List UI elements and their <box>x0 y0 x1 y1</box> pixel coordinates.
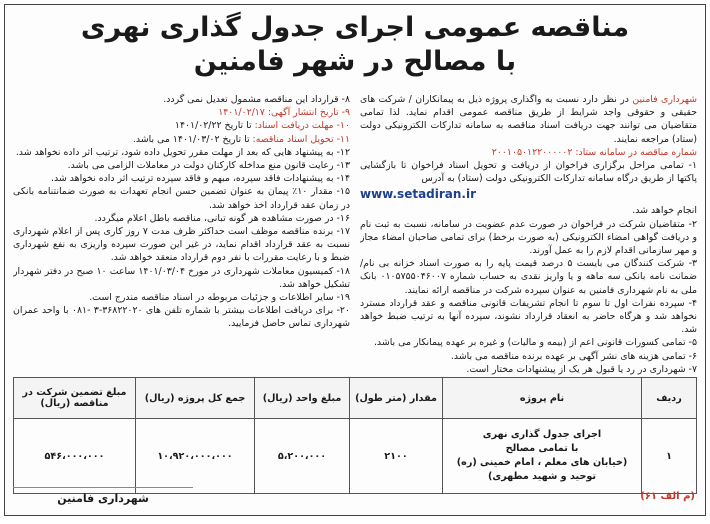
table-row <box>14 419 697 494</box>
item-16: ۱۶- در صورت مشاهده هر گونه تبانی، مناقصه باطل اعلام میگردد. <box>94 212 350 224</box>
cell-row-number: ۱ <box>642 419 697 494</box>
right-column <box>360 93 697 377</box>
item-9-value: ۱۴۰۱/۰۲/۱۷ <box>218 107 265 119</box>
item-6: ۶- تمامی هزینه های نشر آگهی بر عهده برنده مناقصه می باشد. <box>450 350 697 362</box>
item-2: ۲- متقاضیان شرکت در فراخوان در صورت عدم عضویت در سامانه، نسبت به ثبت نام و دریافت گواهی امضاء الکترونیکی (به صورت برخط) برای تمامی صاحبان امضاء مجاز و مهر سازمانی اقدام لازم را به عمل آورند. <box>360 218 697 257</box>
intro-org: شهرداری فامنین <box>632 94 697 105</box>
header-guarantee: مبلغ تضمین شرکت در مناقصه (ریال) <box>14 378 136 419</box>
item-11-label: ۱۱- تحویل اسناد مناقصه: <box>249 133 350 145</box>
intro-text: در نظر دارد نسبت به واگذاری پروژه ذیل به پیمانکاران / شرکت های حقیقی و حقوقی واجد شرایط از طریق مناقصه عمومی اقدام نماید. لذا تمامی متقاضیان می توانند جهت دریافت اسناد مناقصه به سامانه تدارکات الکترونیکی دولت (ستاد) مراجعه نمایند. <box>360 94 697 145</box>
footer-ad-code: (م الف ۶۱) <box>640 491 695 502</box>
item-10-value: تا تاریخ ۱۴۰۱/۰۲/۲۲ <box>174 120 252 132</box>
item-1: ۱- تمامی مراحل برگزاری فراخوان از دریافت و تحویل اسناد فراخوان تا بازگشایی پاکتها از طریق درگاه سامانه تدارکات الکترونیکی دولت (ستاد) به آدرس <box>360 160 697 185</box>
footer-organization: شهرداری فامنین <box>13 487 193 505</box>
item-15: ۱۵- مقدار ۱۰٪ پیمان به عنوان تضمین حسن انجام تعهدات به صورت ضمانتنامه بانکی در زمان عقد قرارداد اخذ خواهد شد. <box>13 186 350 211</box>
item-12: ۱۲- به پیشنهاد هایی که بعد از مهلت مقرر تحویل داده شود، ترتیب اثر داده نخواهد شد. <box>15 146 350 158</box>
header-total: جمع کل پروژه (ریال) <box>136 378 255 419</box>
setad-url-link[interactable]: www.setadiran.ir <box>360 187 477 202</box>
item-11-value: تا تاریخ ۱۴۰۱/۰۳/۰۲ می باشد. <box>132 133 250 145</box>
title-line-1: مناقصه عمومی اجرای جدول گذاری نهری <box>80 12 630 43</box>
tender-notice <box>4 4 706 516</box>
item-8: ۸- قرارداد این مناقصه مشمول تعدیل نمی گردد. <box>163 94 350 105</box>
item-17: ۱۷- برنده مناقصه موظف است حداکثر ظرف مدت ۷ روز کاری پس از اعلام شهرداری نسبت به عقد قرارداد اقدام نماید، در غیر این صورت سپرده واریزی به نفع شهرداری ضبط و با رعایت مقررات با نفر دوم قرارداد منعقد خواهد شد. <box>13 226 350 264</box>
project-line-3: (خیابان های معلم ، امام خمینی (ره) <box>456 457 628 468</box>
item-18: ۱۸- کمیسیون معاملات شهرداری در مورخ ۱۴۰۱/۰۳/۰۴ ساعت ۱۰ صبح در دفتر شهردار تشکیل خواهد شد. <box>13 265 350 290</box>
header-unit-price: مبلغ واحد (ریال) <box>255 378 350 419</box>
left-column <box>13 93 350 377</box>
tender-number-value: ۲۰۰۱۰۵۰۱۲۲۰۰۰۰۰۲ <box>491 146 573 158</box>
item-14: ۱۴- به پیشنهادات فاقد سپرده، مبهم و فاقد سپرده ترتیب اثر داده نخواهد شد. <box>51 173 350 185</box>
header-quantity: مقدار (متر طول) <box>350 378 443 419</box>
project-table <box>13 377 697 494</box>
cell-quantity: ۲۱۰۰ <box>350 419 443 494</box>
title-line-2: با مصالح در شهر فامنین <box>193 46 517 77</box>
item-4: ۴- سپرده نفرات اول تا سوم تا انجام تشریفات قانونی مناقصه و عقد قرارداد مسترد نخواهد شد و هرگاه حاضر به انعقاد قرارداد نشوند، سپرده آنها به ترتیب ضبط خواهد شد. <box>360 297 697 336</box>
project-line-4: توحید و شهید مطهری) <box>488 471 596 482</box>
cell-unit-price: ۵،۲۰۰،۰۰۰ <box>255 419 350 494</box>
item-9-label: ۹- تاریخ انتشار آگهی: <box>264 107 350 119</box>
cell-project <box>443 419 642 494</box>
item-1-end: انجام خواهد شد. <box>632 205 697 217</box>
header-row-number: ردیف <box>642 378 697 419</box>
item-3: ۳- شرکت کنندگان می بایست ۵ درصد قیمت پایه را به صورت اسناد خزانه بی نام/ ضمانت نامه بانکی سه ماهه و یا واریز نقدی به حساب شماره ۰۱۰۵۷۵۵۰۴۶۰۰۷ بانک ملی به نام شهرداری فامنین به عنوان سپرده شرکت در مناقصه ارائه نمایند. <box>360 258 697 296</box>
item-5: ۵- تمامی کسورات قانونی اعم از (بیمه و مالیات) و غیره بر عهده پیمانکار می باشد. <box>373 337 697 349</box>
table-header-row <box>14 378 697 419</box>
notice-title <box>5 11 705 79</box>
item-10 <box>13 119 350 132</box>
item-19: ۱۹- سایر اطلاعات و جزئیات مربوطه در اسناد مناقصه مندرج است. <box>89 292 350 304</box>
item-20: ۲۰- برای دریافت اطلاعات بیشتر با شماره تلفن های ۳۶۸۲۲۰۲۰-۳ -۰۸۱ با واحد عمران شهرداری تماس حاصل فرمایید. <box>13 305 350 330</box>
item-10-label: ۱۰- مهلت دریافت اسناد: <box>251 120 350 132</box>
item-13: ۱۳- رعایت قانون منع مداخله کارکنان دولت در معاملات الزامی می باشد. <box>67 160 350 172</box>
item-9 <box>13 106 350 119</box>
intro-paragraph <box>360 93 697 146</box>
item-11 <box>13 133 350 146</box>
tender-number <box>360 146 697 159</box>
notice-body <box>13 93 697 377</box>
project-line-2: با تمامی مصالح <box>505 443 579 454</box>
cell-guarantee: ۵۴۶،۰۰۰،۰۰۰ <box>14 419 136 494</box>
cell-total: ۱۰،۹۲۰،۰۰۰،۰۰۰ <box>136 419 255 494</box>
header-project: نام پروژه <box>443 378 642 419</box>
item-7: ۷- شهرداری در رد یا قبول هر یک از پیشنهادات مختار است. <box>466 363 697 375</box>
project-line-1: اجرای جدول گذاری نهری <box>482 429 602 440</box>
tender-number-label: شماره مناقصه در سامانه ستاد: <box>572 146 697 158</box>
